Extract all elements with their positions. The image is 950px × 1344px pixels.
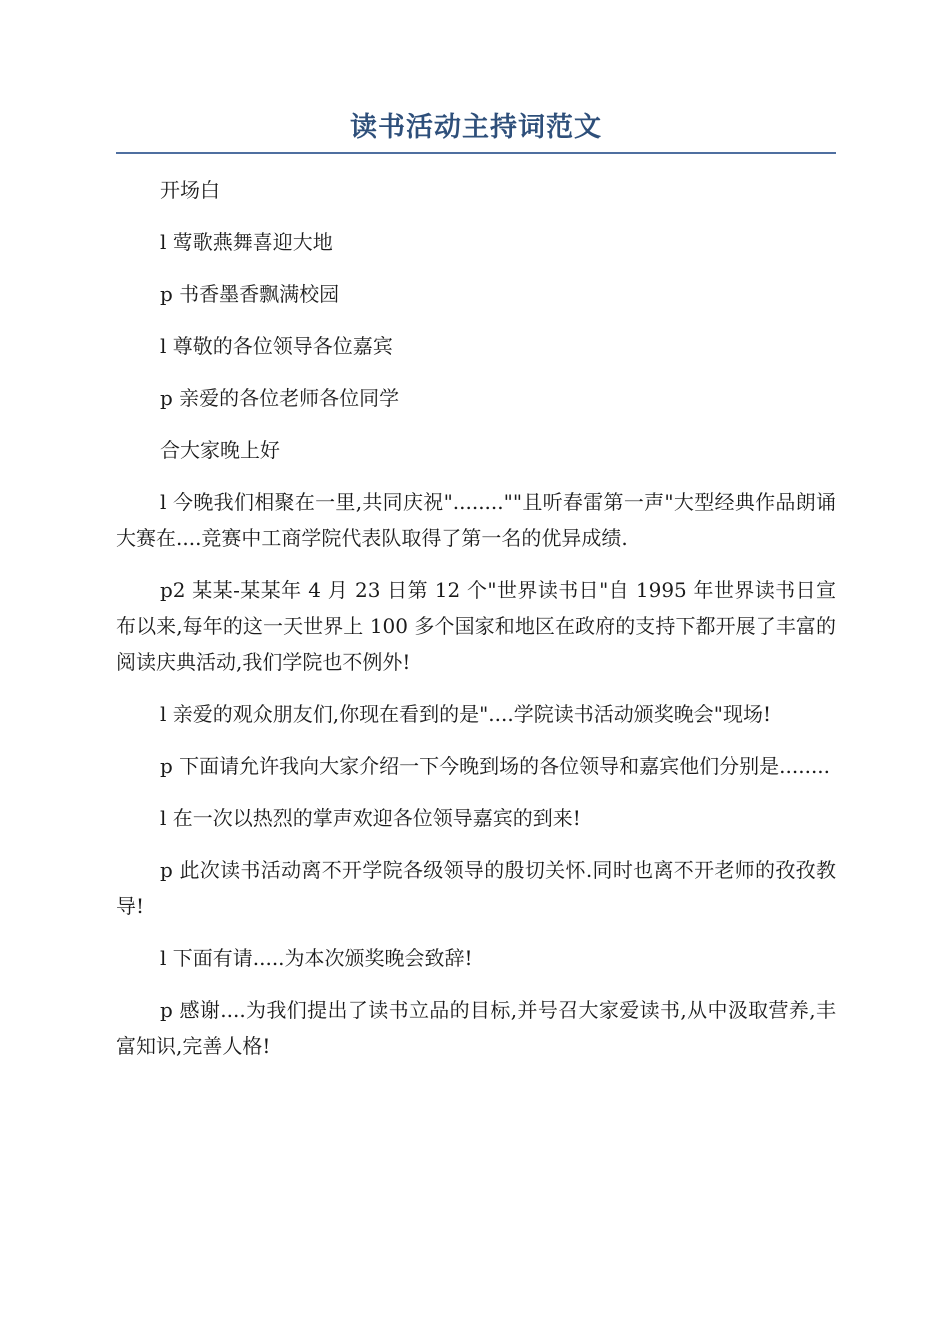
paragraph: p 亲爱的各位老师各位同学 (160, 386, 400, 410)
paragraph: p 下面请允许我向大家介绍一下今晚到场的各位领导和嘉宾他们分别是........ (160, 754, 831, 778)
paragraph-opening: 开场白 (160, 178, 220, 202)
title-underline (116, 152, 836, 154)
paragraph: 合大家晚上好 (160, 438, 280, 462)
paragraph: p 书香墨香飘满校园 (160, 282, 340, 306)
paragraph: l 亲爱的观众朋友们,你现在看到的是"....学院读书活动颁奖晚会"现场! (160, 702, 771, 726)
paragraph: p 感谢....为我们提出了读书立品的目标,并号召大家爱读书,从中汲取营养,丰富知识,完善人格! (116, 998, 836, 1058)
paragraph: l 尊敬的各位领导各位嘉宾 (160, 334, 393, 358)
paragraph: l 今晚我们相聚在一里,共同庆祝"........""且听春雷第一声"大型经典作品朗诵大赛在....竞赛中工商学院代表队取得了第一名的优异成绩. (116, 490, 836, 550)
paragraph: l 在一次以热烈的掌声欢迎各位领导嘉宾的到来! (160, 806, 581, 830)
paragraph: l 下面有请.....为本次颁奖晚会致辞! (160, 946, 473, 970)
document-title: 读书活动主持词范文 (350, 112, 602, 143)
paragraph: l 莺歌燕舞喜迎大地 (160, 230, 333, 254)
paragraph: p 此次读书活动离不开学院各级领导的殷切关怀.同时也离不开老师的孜孜教导! (116, 858, 836, 918)
document-page (116, 108, 836, 1080)
paragraph: p2 某某-某某年 4 月 23 日第 12 个"世界读书日"自 1995 年世界读书日宣布以来,每年的这一天世界上 100 多个国家和地区在政府的支持下都开展了丰富的阅读庆典活动,我们学院也不例外! (116, 578, 836, 674)
